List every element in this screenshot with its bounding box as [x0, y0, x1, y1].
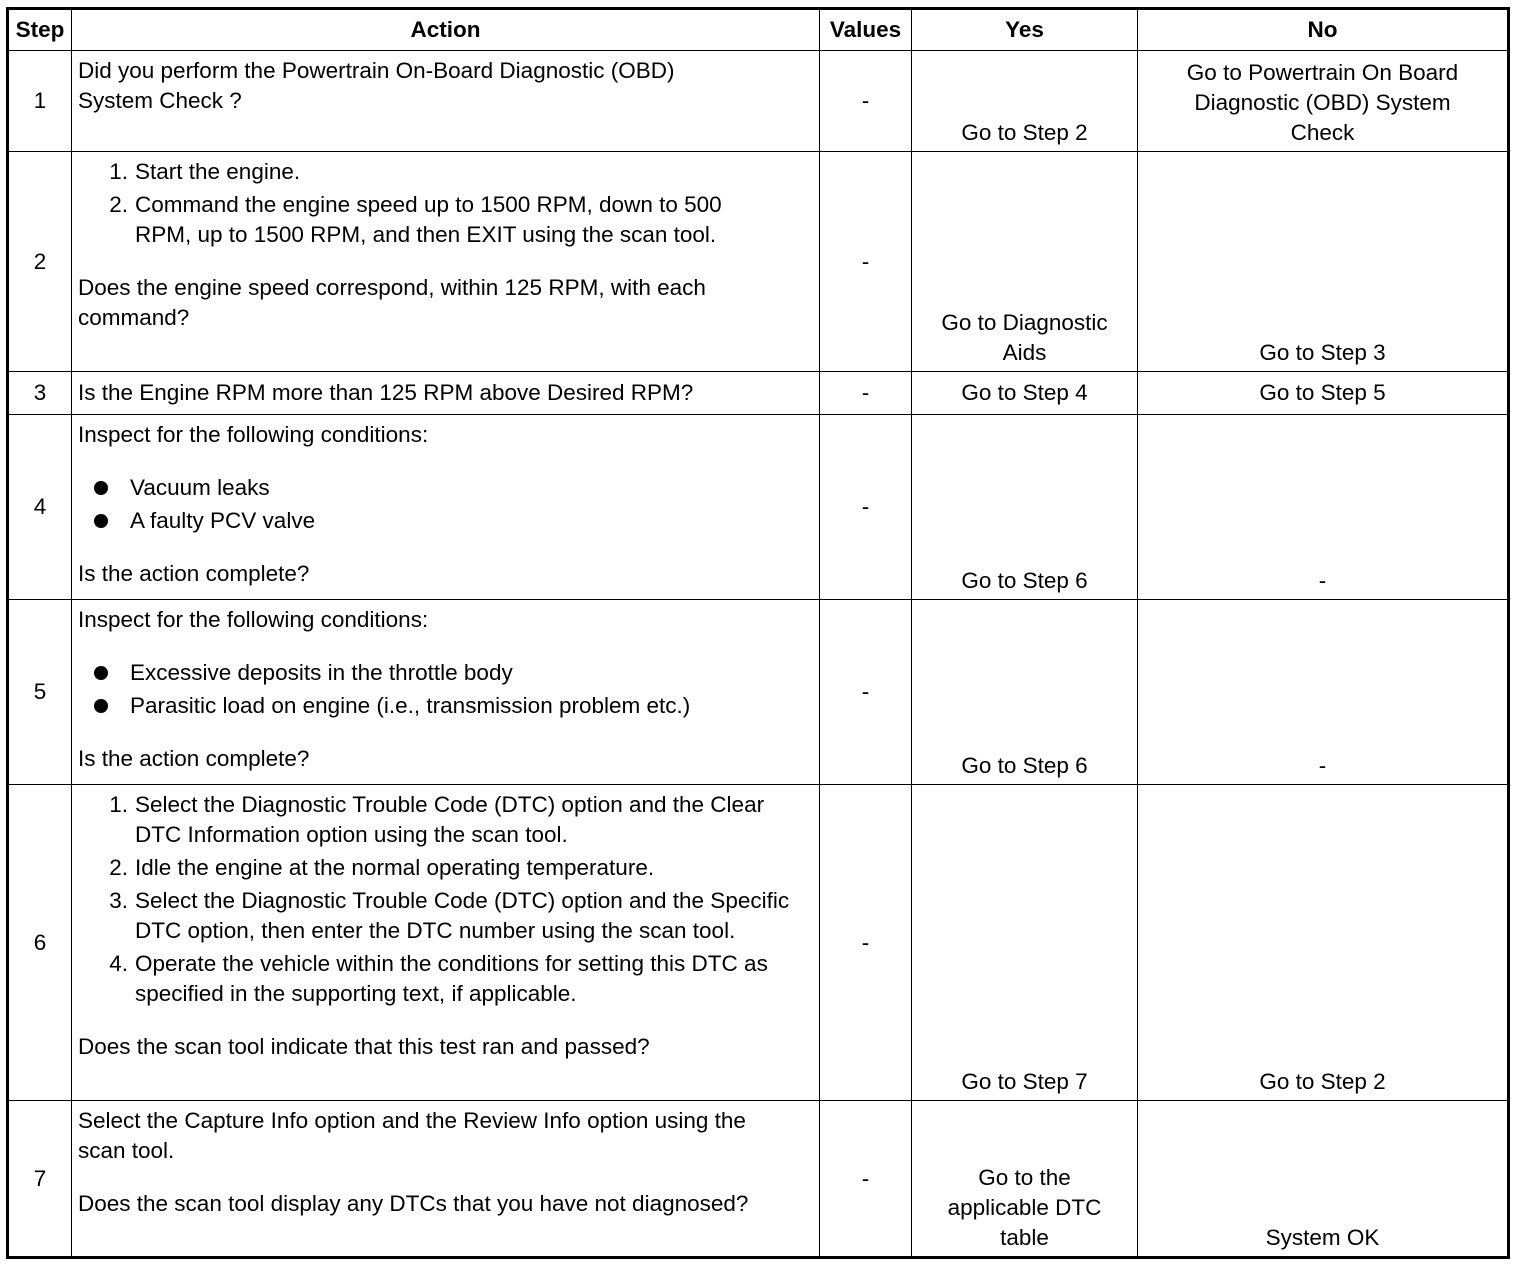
bullet-icon [94, 481, 108, 495]
action-question: Is the action complete? [78, 746, 310, 771]
action-question: Does the scan tool display any DTCs that you have not diagnosed? [78, 1191, 749, 1216]
no-cell: - [1138, 415, 1509, 600]
header-step: Step [8, 9, 72, 51]
list-item [78, 506, 813, 536]
yes-cell: Go to Step 7 [912, 785, 1138, 1101]
header-action: Action [72, 9, 820, 51]
bullet-text: Excessive deposits in the throttle body [130, 660, 513, 685]
bullet-text: Parasitic load on engine (i.e., transmission problem etc.) [130, 693, 691, 718]
step-number: 2 [8, 152, 72, 372]
numbered-steps [78, 790, 813, 1009]
values-cell: - [820, 1101, 912, 1258]
action-cell [72, 51, 820, 152]
action-question: Does the engine speed correspond, within 125 RPM, with each command? [78, 275, 706, 330]
bullet-text: A faulty PCV valve [130, 508, 316, 533]
step-number: 5 [8, 600, 72, 785]
table-row [8, 51, 1509, 152]
step-number: 3 [8, 372, 72, 415]
step-text: Idle the engine at the normal operating temperature. [135, 855, 655, 880]
action-intro: Inspect for the following conditions: [78, 422, 429, 447]
values-cell: - [820, 600, 912, 785]
list-item: 2. Command the engine speed up to 1500 RPM, down to 500 RPM, up to 1500 RPM, and then EXIT using the scan tool. [78, 190, 813, 250]
no-cell: Go to Step 3 [1138, 152, 1509, 372]
list-item: 4. Operate the vehicle within the conditions for setting this DTC as specified in the supporting text, if applicable. [78, 949, 813, 1009]
yes-cell: Go to Step 2 [912, 51, 1138, 152]
table-row [8, 415, 1509, 600]
no-cell: Go to Step 5 [1138, 372, 1509, 415]
list-item [78, 691, 813, 721]
values-cell: - [820, 415, 912, 600]
action-question: Is the action complete? [78, 561, 310, 586]
no-cell: - [1138, 600, 1509, 785]
step-text: Command the engine speed up to 1500 RPM, down to 500 RPM, up to 1500 RPM, and then EXIT using the scan tool. [135, 192, 722, 247]
table-row [8, 785, 1509, 1101]
action-intro: Select the Capture Info option and the Review Info option using the scan tool. [78, 1108, 746, 1163]
values-cell: - [820, 51, 912, 152]
step-number: 4 [8, 415, 72, 600]
action-question: Does the scan tool indicate that this test ran and passed? [78, 1034, 650, 1059]
step-text: Start the engine. [135, 159, 301, 184]
values-cell: - [820, 785, 912, 1101]
yes-cell: Go to Diagnostic Aids [912, 152, 1138, 372]
action-cell [72, 785, 820, 1101]
action-text: Is the Engine RPM more than 125 RPM above Desired RPM? [78, 380, 694, 405]
no-cell: Go to Powertrain On Board Diagnostic (OBD) System Check [1138, 51, 1509, 152]
step-number: 7 [8, 1101, 72, 1258]
step-text: Select the Diagnostic Trouble Code (DTC) option and the Specific DTC option, then enter the DTC number using the scan tool. [135, 888, 790, 943]
bullet-text: Vacuum leaks [130, 475, 270, 500]
values-cell: - [820, 372, 912, 415]
table-row [8, 372, 1509, 415]
action-cell [72, 415, 820, 600]
numbered-steps [78, 157, 813, 250]
step-text: Select the Diagnostic Trouble Code (DTC) option and the Clear DTC Information option using the scan tool. [135, 792, 765, 847]
step-text: Operate the vehicle within the conditions for setting this DTC as specified in the supporting text, if applicable. [135, 951, 768, 1006]
yes-cell: Go to the applicable DTC table [912, 1101, 1138, 1258]
action-cell [72, 372, 820, 415]
bullet-list [78, 658, 813, 721]
list-item: 1. Select the Diagnostic Trouble Code (DTC) option and the Clear DTC Information option using the scan tool. [78, 790, 813, 850]
diagnostic-table [6, 7, 1510, 1259]
step-number: 6 [8, 785, 72, 1101]
yes-cell: Go to Step 4 [912, 372, 1138, 415]
bullet-icon [94, 514, 108, 528]
no-cell: Go to Step 2 [1138, 785, 1509, 1101]
table-row [8, 600, 1509, 785]
action-cell [72, 1101, 820, 1258]
values-cell: - [820, 152, 912, 372]
header-no: No [1138, 9, 1509, 51]
list-item: 3. Select the Diagnostic Trouble Code (DTC) option and the Specific DTC option, then enter the DTC number using the scan tool. [78, 886, 813, 946]
bullet-list [78, 473, 813, 536]
no-cell: System OK [1138, 1101, 1509, 1258]
list-item: 1. Start the engine. [78, 157, 813, 187]
step-number: 1 [8, 51, 72, 152]
action-cell [72, 600, 820, 785]
list-item [78, 473, 813, 503]
yes-cell: Go to Step 6 [912, 600, 1138, 785]
action-cell [72, 152, 820, 372]
header-yes: Yes [912, 9, 1138, 51]
bullet-icon [94, 699, 108, 713]
table-row [8, 1101, 1509, 1258]
action-intro: Inspect for the following conditions: [78, 607, 429, 632]
table-row [8, 152, 1509, 372]
yes-cell: Go to Step 6 [912, 415, 1138, 600]
action-text: Did you perform the Powertrain On-Board Diagnostic (OBD) System Check ? [78, 58, 675, 113]
header-values: Values [820, 9, 912, 51]
list-item [78, 658, 813, 688]
bullet-icon [94, 666, 108, 680]
header-row [8, 9, 1509, 51]
list-item: 2. Idle the engine at the normal operating temperature. [78, 853, 813, 883]
